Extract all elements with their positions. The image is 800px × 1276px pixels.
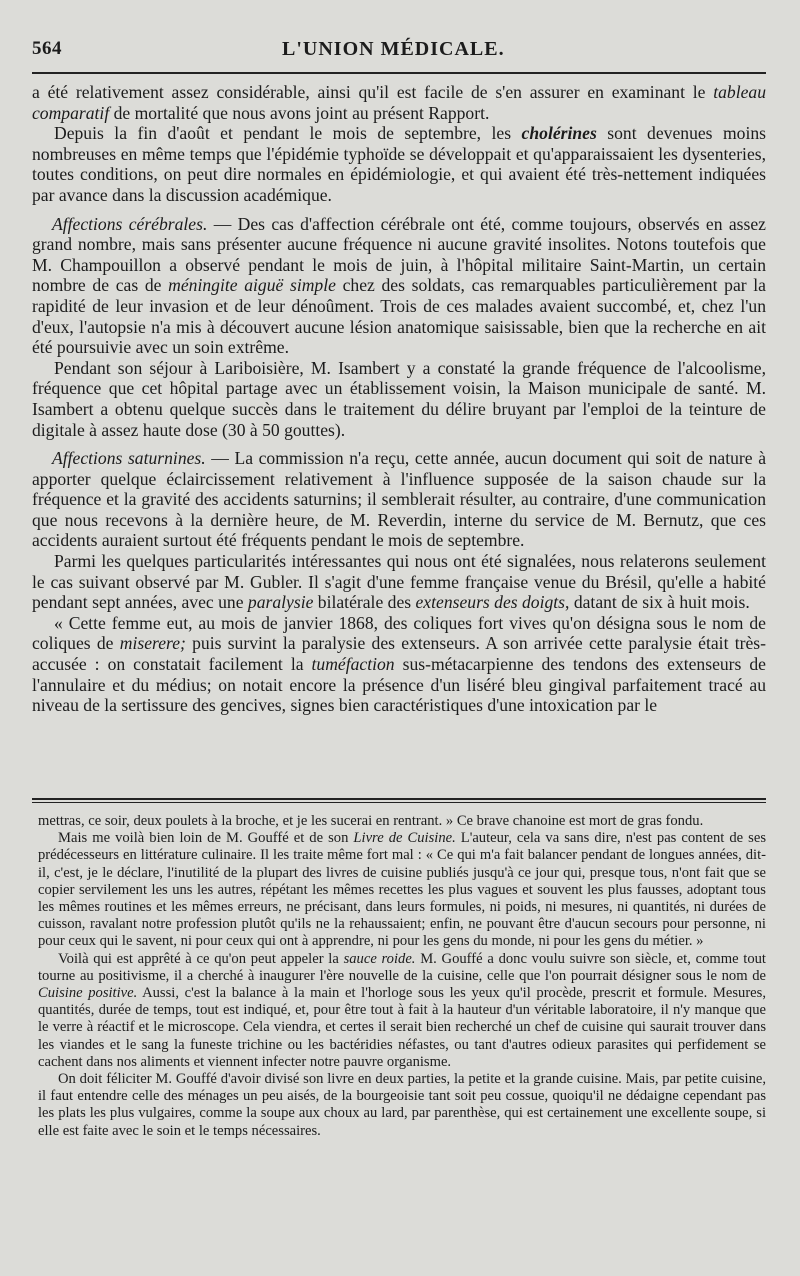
text-run: — Des cas d'affection cérébrale ont été, comme toujours, observés en assez grand nombre, mais sans présenter aucune fréquence ni aucune gravité insolites. Notons toutefois que M. Champouillon a observé pendant le mois de juin, à l'hôpital militaire Saint-Martin, un certain nombre de cas de: [32, 213, 766, 296]
italic-run: tuméfaction: [311, 654, 395, 675]
paragraph: [32, 551, 766, 613]
text-run: — La commission n'a reçu, cette année, aucun document qui soit de nature à apporter quelque éclaircissement relativement à l'influence supposée de la saison chaude sur la fréquence et la gravité des accidents saturnins; il semblerait résulter, au contraire, d'une communication que nous recevons à la dernière heure, de M. Reverdin, interne du service de M. Bernutz, que ces accidents auraient surtout été fréquents pendant le mois de septembre.: [32, 448, 766, 551]
paragraph: On doit féliciter M. Gouffé d'avoir divisé son livre en deux parties, la petite et la grande cuisine. Mais, par petite cuisine, il faut entendre celle des ménages un peu aisés, de la bourgeoisie tant soit peu cossue, quoiqu'il ne dédaigne cependant pas les plats les plus vulgaires, comme la soupe aux choux au lard, par parenthèse, qui est certainement une excellente soupe, si elle est faite avec le soin et le temps nécessaires.: [38, 1071, 766, 1139]
text-run: L'auteur, cela va sans dire, n'est pas content de ses prédécesseurs en littérature culinaire. Il les traite même fort mal : « Ce qui m'a fait balancer pendant de longues années, dit-il, c'est, je le déclare, l'inutilité de la plupart des livres de cuisine publiés jusqu'à ce jour qui, presque tous, n'ont fait que se copier servilement les uns les autres, répétant les mêmes recettes les plus vagues et souvent les plus fausses, adoptant tous les mêmes routines et les mêmes erreurs, ne précisant, dans leurs formules, ni poids, ni mesures, ni quantités, ni durées de cuisson, ravalant notre profession plutôt qu'ils ne la rehaussaient; enfin, ne pouvant être d'aucun secours pour personne, ni pour ceux qui le savent, ni pour ceux qui ont à apprendre, ni pour les gens du monde, ni pour les gens du métier. »: [38, 830, 767, 950]
italic-run: extenseurs des doigts: [415, 592, 566, 613]
italic-run: Livre de Cuisine.: [353, 830, 456, 847]
text-run: bilatérale des: [313, 592, 416, 613]
paragraph: Pendant son séjour à Lariboisière, M. Isambert y a constaté la grande fréquence de l'alcoolisme, fréquence que cet hôpital partage avec un établissement voisin, la Maison municipale de santé. M. Isambert a obtenu quelque succès dans le traitement du délire bruyant par l'emploi de la teinture de digitale à assez haute dose (30 à 50 gouttes).: [32, 357, 766, 440]
italic-run: tableau comparatif: [32, 82, 766, 123]
page-number: 564: [32, 38, 62, 59]
paragraph: [32, 613, 766, 716]
paragraph: mettras, ce soir, deux poulets à la broche, et je les sucerai en rentrant. » Ce brave chanoine est mort de gras fondu.: [38, 813, 704, 829]
text-run: , datant de six à huit mois.: [565, 592, 750, 613]
text-run: de mortalité que nous avons joint au présent Rapport.: [109, 102, 490, 123]
italic-run: cholérines: [521, 123, 597, 144]
italic-run: miserere;: [119, 633, 186, 654]
section-heading: Affections saturnines.: [52, 448, 206, 469]
text-run: M. Gouffé a donc voulu suivre son siècle, et, comme tout tourne au positivisme, il a cherché à inaugurer l'ère nouvelle de la cuisine, celle que l'on pourrait désigner sous le nom de: [38, 950, 766, 984]
text-run: sont devenues moins nombreuses en même temps que l'épidémie typhoïde se développait et qu'apparaissaient les dysenteries, toutes conditions, on peut dire normales en épidémiologie, et qui avaient été très-nettement indiquées par avance dans la discussion académique.: [32, 123, 766, 205]
section-affections-saturnines: [32, 448, 766, 551]
text-run: chez des soldats, cas remarquables particulièrement par la rapidité de leur invasion et de leur dénoûment. Trois de ces malades avaient succombé, et, chez l'un d'eux, l'autopsie n'a mis à découvert aucune lésion anatomique saisissable, bien que la recherche en ait été poursuivie avec un soin extrême.: [32, 275, 766, 358]
section-affections-cerebrales: [32, 214, 766, 358]
text-run: Aussi, c'est la balance à la main et l'horloge sous les yeux qu'il procède, prescrit et formule. Mesures, quantités, durée de temps, tout est indiqué, et, pour être tout à fait à la hauteur d'un véritable laboratoire, il n'y manque que le verre à réactif et le microscope. Cela viendra, et certes il serait bien recherché un chef de cuisine qui saurait trouver dans les viandes et le sang la funeste trichine ou les bactéridies néfastes, ou tant d'autres odieux parasites qui perfidement se cachent dans nos aliments et viennent infecter notre pauvre organisme.: [38, 985, 766, 1070]
main-article: [32, 82, 766, 784]
paragraph: [38, 951, 766, 1071]
text-run: puis survint la paralysie des extenseurs. A son arrivée cette paralysie était très-accusée : on constatait facilement la: [32, 633, 766, 675]
text-run: Parmi les quelques particularités intéressantes qui nous ont été signalées, nous relaterons seulement le cas suivant observé par M. Gubler. Il s'agit d'une femme française venue du Brésil, qu'elle a habité pendant sept années, avec une: [32, 551, 766, 613]
text-run: Voilà qui est apprêté à ce qu'on peut appeler la: [58, 950, 344, 967]
text-run: sus-métacarpienne des tendons des extenseurs de l'annulaire et du médius; on notait encore la présence d'un liséré bleu gingival parfaitement tracé au niveau de la sertissure des gencives, signes bien caractéristiques d'une intoxication par le: [32, 654, 766, 716]
italic-run: méningite aiguë simple: [168, 275, 336, 296]
paragraph: [38, 830, 766, 950]
italic-run: Cuisine positive.: [38, 985, 138, 1002]
paragraph: [32, 82, 766, 123]
italic-run: paralysie: [247, 592, 314, 613]
feuilleton-column: [32, 813, 766, 1140]
feuilleton-divider: [32, 798, 766, 803]
journal-title: L'UNION MÉDICALE.: [282, 38, 505, 60]
text-run: Depuis la fin d'août et pendant le mois de septembre, les: [54, 123, 522, 144]
text-run: Mais me voilà bien loin de M. Gouffé et de son: [58, 830, 354, 847]
page-header: [32, 38, 766, 74]
text-run: « Cette femme eut, au mois de janvier 1868, des coliques fort vives qu'on désigna sous le nom de coliques de: [32, 612, 766, 654]
paragraph: [32, 123, 766, 205]
section-heading: Affections cérébrales.: [52, 213, 208, 234]
text-run: a été relativement assez considérable, ainsi qu'il est facile de s'en assurer en examinant le: [32, 82, 714, 102]
italic-run: sauce roide.: [343, 950, 416, 967]
